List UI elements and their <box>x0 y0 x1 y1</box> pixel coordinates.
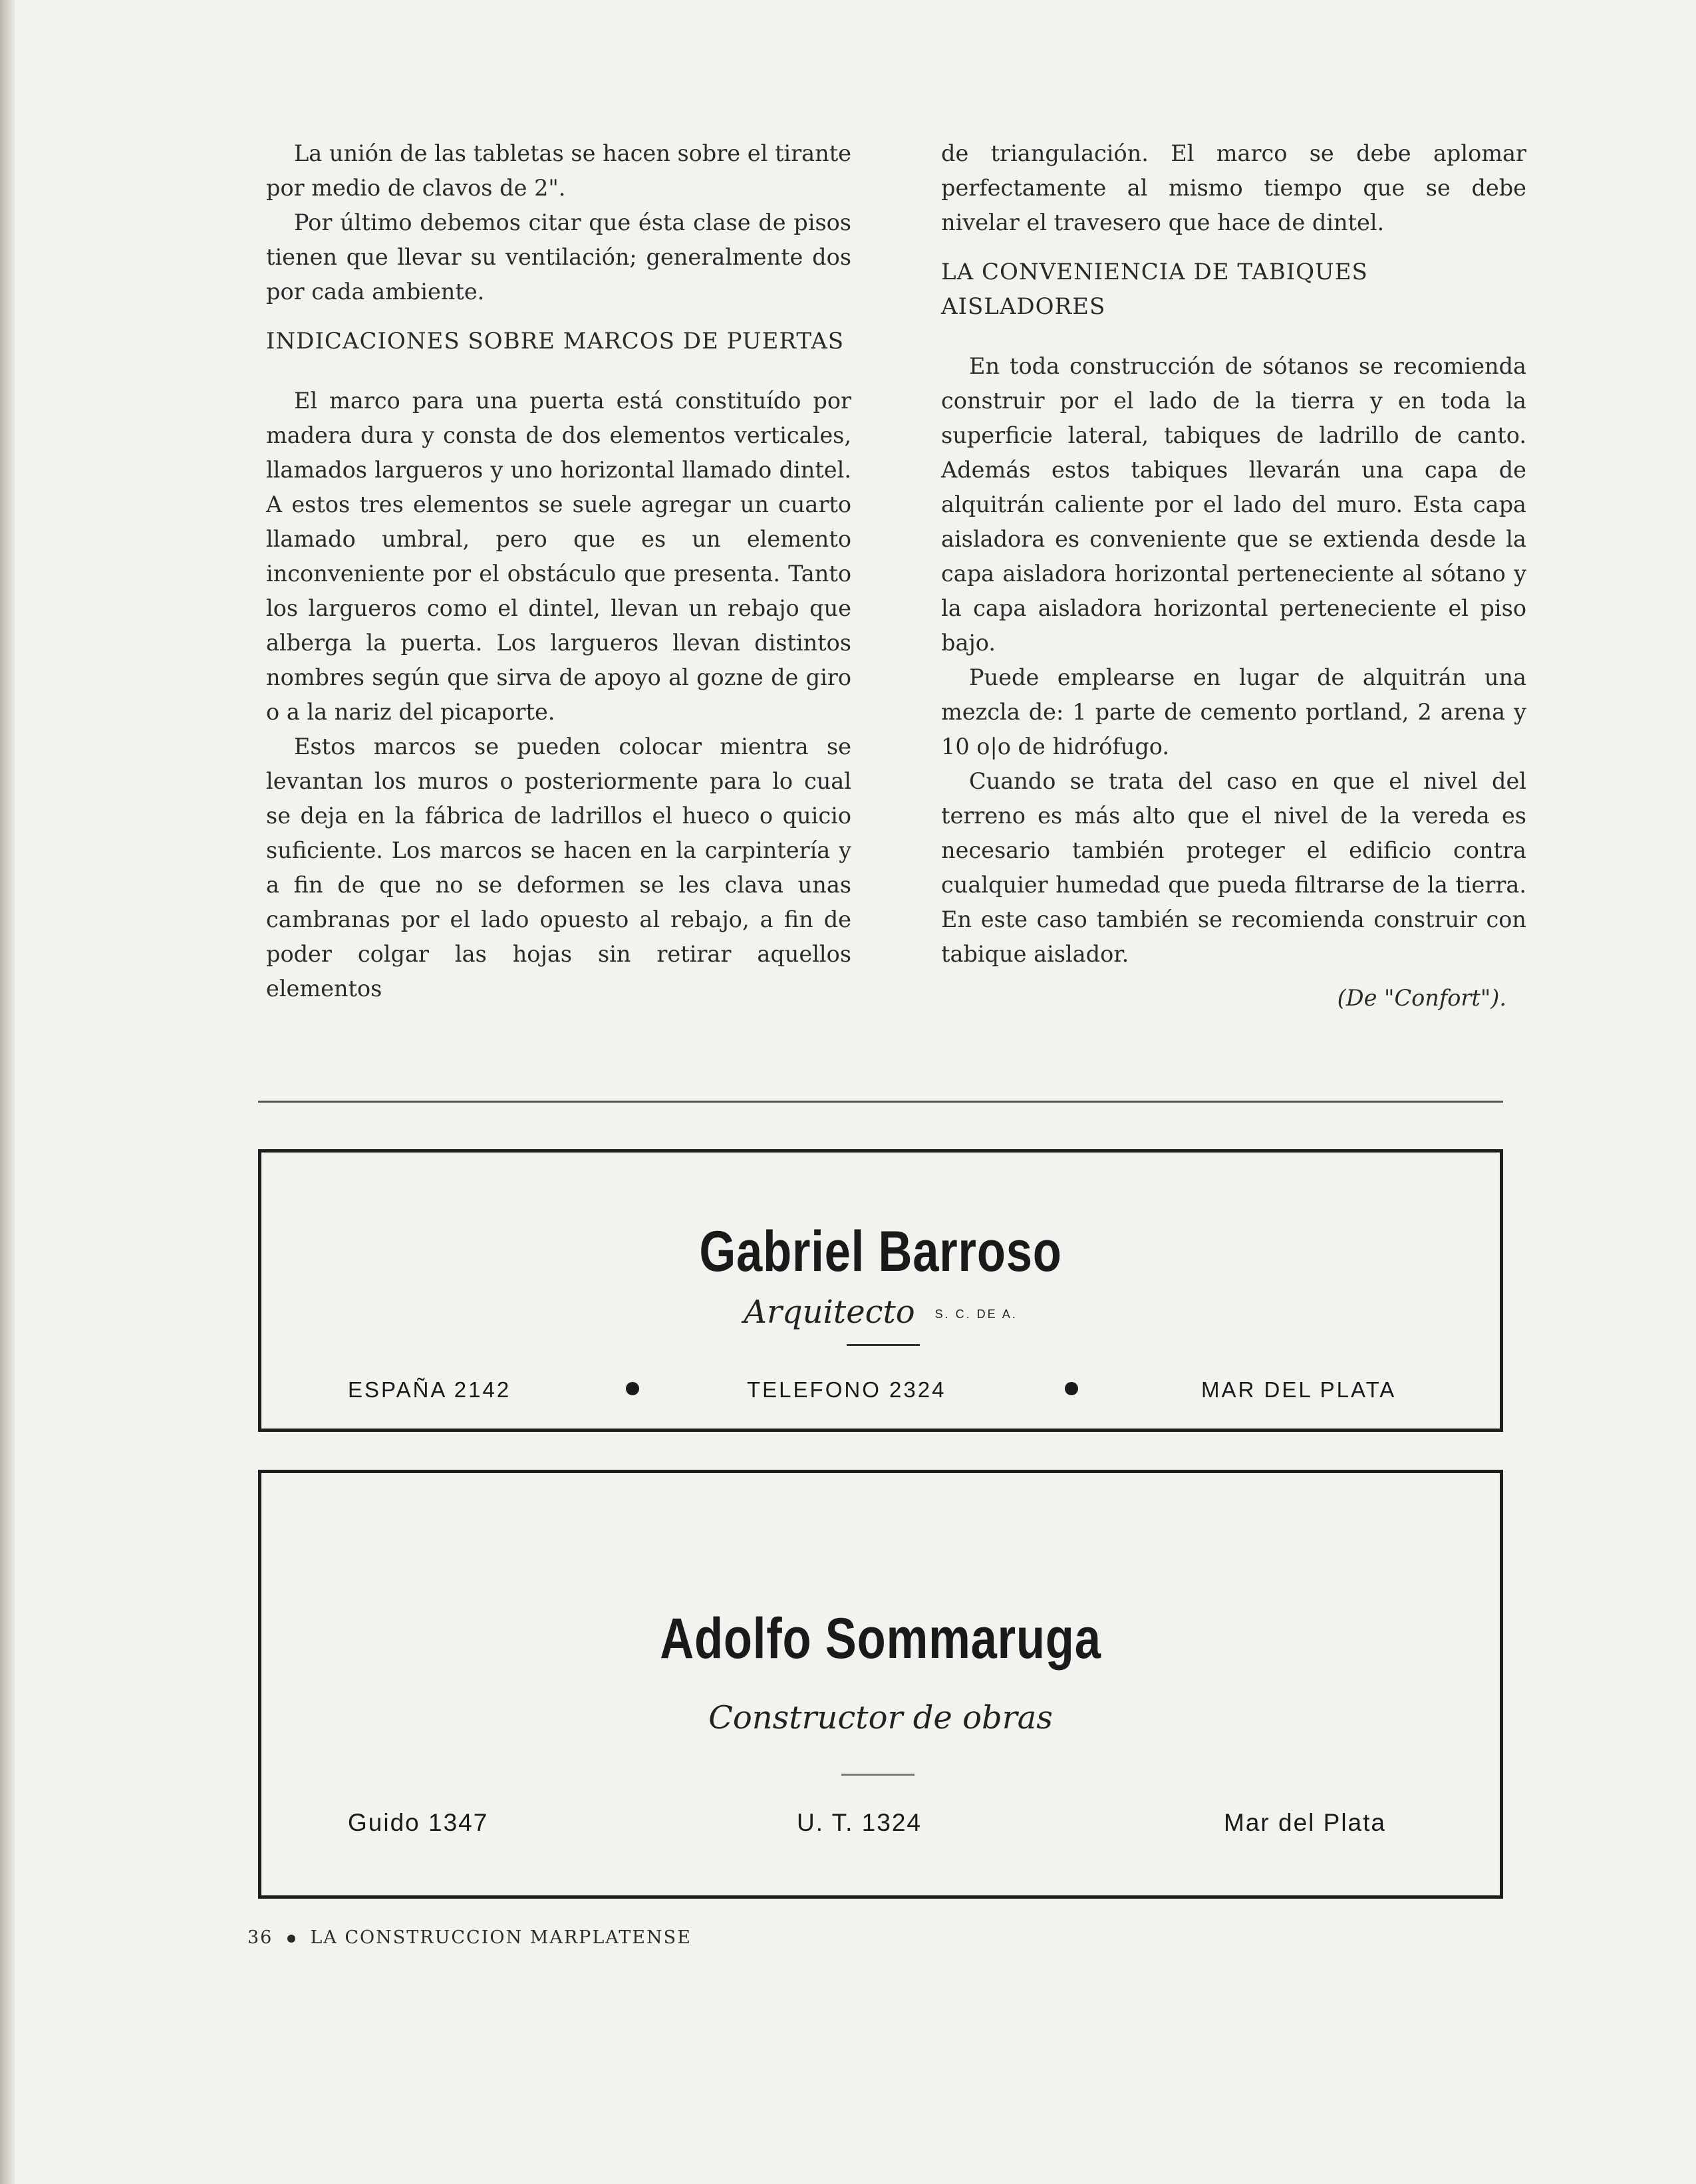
address: Guido 1347 <box>348 1809 489 1836</box>
city: MAR DEL PLATA <box>1201 1377 1397 1402</box>
bullet-icon <box>287 1935 295 1943</box>
company-type: S. C. DE A. <box>934 1307 1018 1321</box>
paragraph: de triangulación. El marco se debe aplomar perfectamente al mismo tiempo que se debe nivelar el travesero que hace de dintel. <box>941 140 1526 235</box>
section-heading: INDICACIONES SOBRE MARCOS DE PUERTAS <box>266 328 845 354</box>
divider <box>258 1101 1503 1103</box>
city: Mar del Plata <box>1224 1809 1386 1836</box>
paragraph: La unión de las tabletas se hacen sobre el tirante por medio de clavos de 2". <box>266 140 851 201</box>
article-right-column <box>941 136 1526 1016</box>
phone: TELEFONO 2324 <box>747 1377 946 1402</box>
divider <box>841 1774 915 1776</box>
paragraph: Puede emplearse en lugar de alquitrán una mezcla de: 1 parte de cemento portland, 2 arena y 10 o|o de hidrófugo. <box>941 664 1526 759</box>
binding-edge <box>0 0 15 2184</box>
advertiser-profession: Constructor de obras <box>708 1699 1053 1736</box>
section-heading: LA CONVENIENCIA DE TABIQUES AISLADORES <box>941 259 1368 320</box>
article-left-column <box>266 136 851 1006</box>
advertisement-sommaruga <box>258 1470 1503 1899</box>
paragraph: El marco para una puerta está constituído por madera dura y consta de dos elementos verticales, llamados largueros y uno horizontal llamado dintel. A estos tres elementos se suele agregar un cuarto llamado umbral, pero que es un elemento inconveniente por el obstáculo que presenta. Tanto los largueros como el dintel, llevan un rebajo que alberga la puerta. Los largueros llevan distintos nombres según que sirva de apoyo al gozne de giro o a la nariz del picaporte. <box>266 388 851 725</box>
article-credit: (De "Confort"). <box>1337 985 1506 1011</box>
phone: U. T. 1324 <box>797 1809 922 1836</box>
advertiser-profession <box>261 1294 1500 1331</box>
page-number: 36 <box>247 1927 273 1948</box>
address: ESPAÑA 2142 <box>348 1377 511 1402</box>
paragraph: En toda construcción de sótanos se recomienda construir por el lado de la tierra y en toda la superficie lateral, tabiques de ladrillo de canto. Además estos tabiques llevarán una capa de alquitrán caliente por el lado del muro. Esta capa aisladora es conveniente que se extienda desde la capa aisladora horizontal perteneciente al sótano y la capa aisladora horizontal perteneciente el piso bajo. <box>941 353 1526 656</box>
bullet-icon <box>626 1382 639 1395</box>
profession-text: Arquitecto <box>744 1294 915 1331</box>
paragraph: Estos marcos se pueden colocar mientra se levantan los muros o posteriormente para lo cual se deja en la fábrica de ladrillos el hueco o quicio suficiente. Los marcos se hacen en la carpintería y a fin de que no se deformen se les clava unas cambranas por el lado opuesto al rebajo, a fin de poder colgar las hojas sin retirar aquellos elementos <box>266 734 851 1002</box>
advertisement-barroso <box>258 1149 1503 1432</box>
bullet-icon <box>1065 1382 1078 1395</box>
paragraph: Cuando se trata del caso en que el nivel del terreno es más alto que el nivel de la vereda es necesario también proteger el edificio contra cualquier humedad que pueda filtrarse de la tierra. En este caso también se recomienda construir con tabique aislador. <box>941 768 1526 967</box>
page-footer <box>247 1927 692 1948</box>
advertiser-name: Gabriel Barroso <box>699 1220 1062 1284</box>
divider <box>847 1344 920 1346</box>
paragraph: Por último debemos citar que ésta clase de pisos tienen que llevar su ventilación; generalmente dos por cada ambiente. <box>266 209 851 305</box>
advertiser-name: Adolfo Sommaruga <box>660 1607 1101 1671</box>
publication-name: LA CONSTRUCCION MARPLATENSE <box>310 1927 692 1948</box>
